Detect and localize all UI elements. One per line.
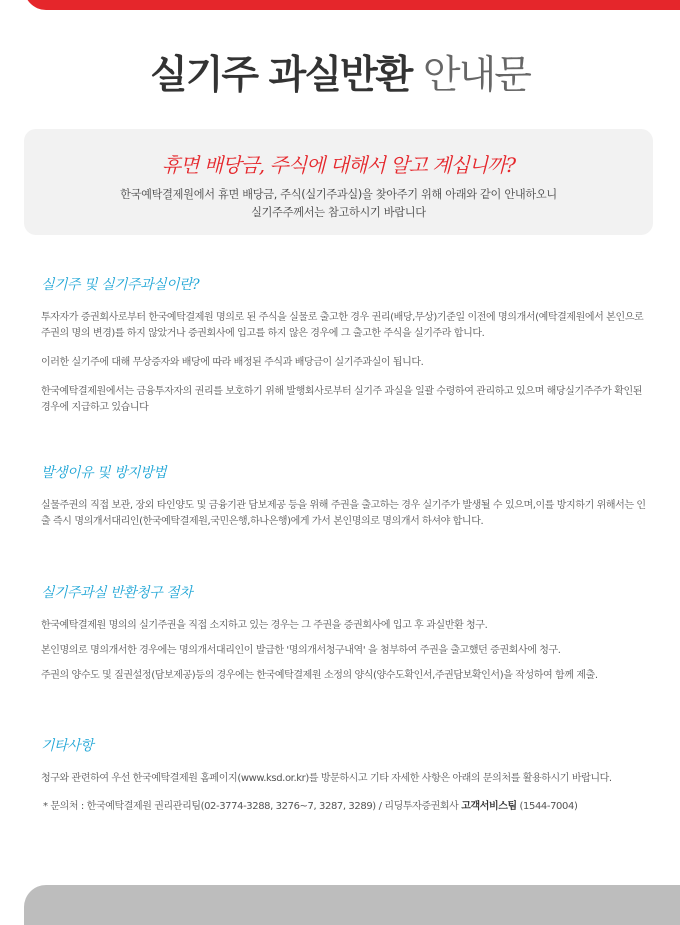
intro-box (24, 129, 653, 235)
section-title: 기타사항 (41, 738, 94, 754)
intro-heading: 휴면 배당금, 주식에 대해서 알고 계십니까? (161, 153, 516, 177)
intro-line-1: 한국예탁결제원에서 휴면 배당금, 주식(실기주과실)을 찾아주기 위해 아래와 같이 안내하오니 (120, 188, 557, 201)
top-accent-bar (24, 0, 680, 10)
paragraph: 한국예탁결제원에서는 금융투자자의 권리를 보호하기 위해 발행회사로부터 실기주 과실을 일괄 수령하여 관리하고 있으며 해당실기주주가 확인된 경우에 지급하고 있습니다 (41, 386, 642, 413)
contact-info (43, 799, 651, 815)
section-title: 실기주 및 실기주과실이란? (41, 277, 200, 293)
contact-prefix: * 문의처 : 한국예탁결제원 권리관리팀(02-3774-3288, 3276~7, 3287, 3289) / 리딩투자증권회사 (43, 801, 459, 812)
page-title (0, 44, 680, 100)
paragraph: 청구와 관련하여 우선 한국예탁결제원 홈페이지(www.ksd.or.kr)를 방문하시고 기타 자세한 사항은 아래의 문의처를 활용하시기 바랍니다. (41, 773, 612, 784)
paragraph: 이러한 실기주에 대해 무상증자와 배당에 따라 배정된 주식과 배당금이 실기주과실이 됩니다. (41, 357, 424, 368)
paragraph: 투자자가 증권회사로부터 한국예탁결제원 명의로 된 주식을 실물로 출고한 경우 권리(배당,무상)기준일 이전에 명의개서(예탁결제원에서 본인으로 주권의 명의 변경)를 하지 않았거나 증권회사에 입고를 하지 않은 경우에 그 출고한 주식을 실기주라 합니다. (41, 312, 644, 339)
intro-line-2: 실기주주께서는 참고하시기 바랍니다 (251, 206, 426, 219)
paragraph: 본인명의로 명의개서한 경우에는 명의개서대리인이 발급한 '명의개서청구내역' 을 첨부하여 주권을 출고했던 증권회사에 청구. (41, 645, 561, 656)
contact-team: 고객서비스팀 (461, 801, 517, 812)
section-title: 발생이유 및 방지방법 (41, 465, 167, 481)
section-title: 실기주과실 반환청구 절차 (41, 585, 193, 601)
section-claim-procedure (41, 582, 651, 693)
paragraph: 실물주권의 직접 보관, 장외 타인양도 및 금융기관 담보제공 등을 위해 주권을 출고하는 경우 실기주가 발생될 수 있으며,이를 방지하기 위해서는 인출 즉시 명의개서대리인(한국예탁결제원,국민은행,하나은행)에게 가서 본인명의로 명의개서 하셔야 합니다. (41, 500, 646, 527)
section-definition (41, 274, 651, 425)
section-cause-prevention (41, 462, 651, 539)
section-other (41, 735, 651, 824)
contact-phone: (1544-7004) (519, 801, 578, 812)
page-title-sub: 안내문 (422, 53, 530, 98)
intro-text (24, 186, 653, 222)
page-title-main: 실기주 과실반환 (150, 53, 412, 98)
paragraph: 한국예탁결제원 명의의 실기주권을 직접 소지하고 있는 경우는 그 주권을 증권회사에 입고 후 과실반환 청구. (41, 620, 488, 631)
bottom-accent-bar (24, 885, 680, 925)
paragraph: 주권의 양수도 및 질권설정(담보제공)등의 경우에는 한국예탁결제원 소정의 양식(양수도확인서,주권담보확인서)을 작성하여 함께 제출. (41, 670, 598, 681)
